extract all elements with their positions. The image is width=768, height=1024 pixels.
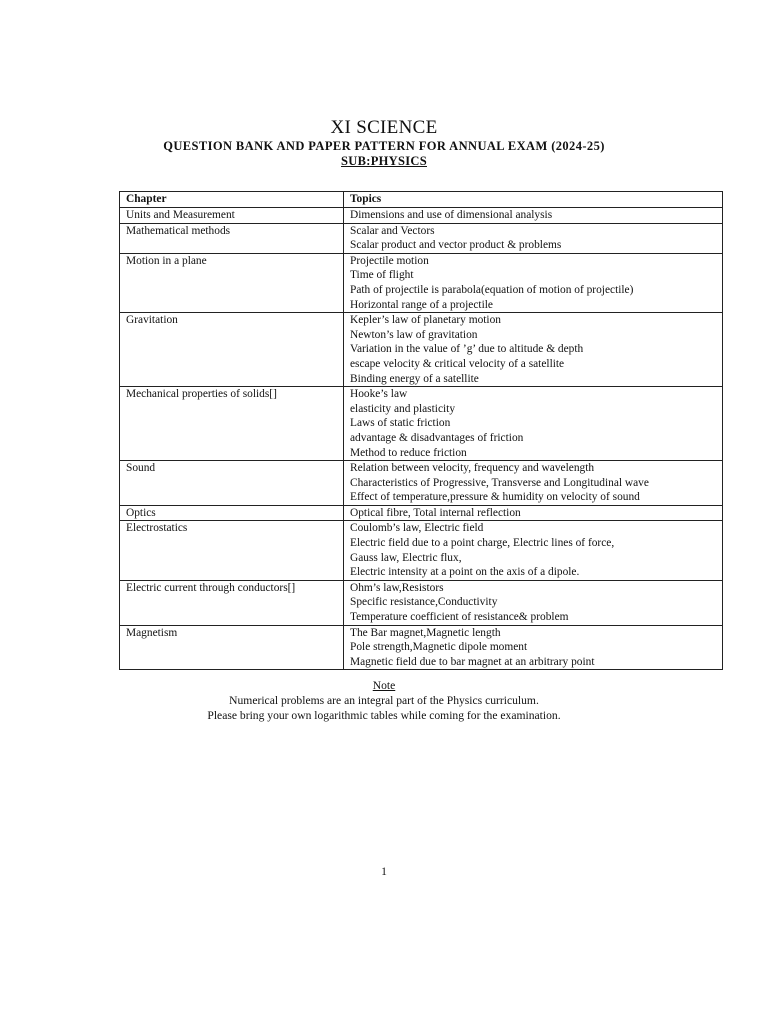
topic-item: Electric intensity at a point on the axis of a dipole. bbox=[350, 566, 580, 579]
topics-cell bbox=[344, 505, 723, 521]
chapter-cell: Gravitation bbox=[120, 313, 344, 387]
topics-cell bbox=[344, 521, 723, 580]
topic-item: Effect of temperature,pressure & humidity on velocity of sound bbox=[350, 491, 640, 504]
topic-item: Temperature coefficient of resistance& problem bbox=[350, 611, 569, 624]
chapter-cell: Electrostatics bbox=[120, 521, 344, 580]
topic-item: Electric field due to a point charge, Electric lines of force, bbox=[350, 537, 615, 550]
chapter-cell: Sound bbox=[120, 461, 344, 506]
chapter-cell: Units and Measurement bbox=[120, 208, 344, 224]
column-header-chapter: Chapter bbox=[120, 192, 344, 208]
topic-item: Relation between velocity, frequency and wavelength bbox=[350, 462, 595, 475]
topic-item: Specific resistance,Conductivity bbox=[350, 596, 498, 609]
page-number: 1 bbox=[381, 865, 387, 878]
topic-item: Scalar and Vectors bbox=[350, 224, 435, 237]
topic-item: Gauss law, Electric flux, bbox=[350, 551, 462, 564]
topic-item: Scalar product and vector product & problems bbox=[350, 239, 562, 252]
table-body bbox=[120, 208, 723, 670]
topic-item: Laws of static friction bbox=[350, 417, 451, 430]
topic-item: Optical fibre, Total internal reflection bbox=[350, 506, 521, 519]
note-line: Numerical problems are an integral part of the Physics curriculum. bbox=[229, 694, 539, 707]
topic-item: Path of projectile is parabola(equation of motion of projectile) bbox=[350, 283, 634, 296]
chapter-cell: Magnetism bbox=[120, 625, 344, 670]
topics-cell bbox=[344, 208, 723, 224]
note-line: Please bring your own logarithmic tables while coming for the examination. bbox=[207, 709, 561, 722]
subject-heading: SUB:PHYSICS bbox=[341, 154, 427, 168]
table-row bbox=[120, 223, 723, 253]
page-subtitle: QUESTION BANK AND PAPER PATTERN FOR ANNUAL EXAM (2024-25) bbox=[163, 139, 605, 153]
table-row bbox=[120, 313, 723, 387]
topic-item: Horizontal range of a projectile bbox=[350, 298, 493, 311]
topic-item: advantage & disadvantages of friction bbox=[350, 431, 524, 444]
topics-cell bbox=[344, 580, 723, 625]
topics-cell bbox=[344, 625, 723, 670]
topic-item: Coulomb’s law, Electric field bbox=[350, 522, 484, 535]
topic-item: Projectile motion bbox=[350, 254, 429, 267]
topic-item: Binding energy of a satellite bbox=[350, 372, 479, 385]
topic-item: Newton’s law of gravitation bbox=[350, 328, 478, 341]
table-row bbox=[120, 625, 723, 670]
topic-item: Method to reduce friction bbox=[350, 446, 467, 459]
topic-item: escape velocity & critical velocity of a satellite bbox=[350, 357, 565, 370]
topic-item: The Bar magnet,Magnetic length bbox=[350, 626, 501, 639]
table-row bbox=[120, 208, 723, 224]
topic-item: Ohm’s law,Resistors bbox=[350, 581, 444, 594]
column-header-topics: Topics bbox=[344, 192, 723, 208]
topic-item: Characteristics of Progressive, Transverse and Longitudinal wave bbox=[350, 476, 649, 489]
table-row bbox=[120, 505, 723, 521]
table-row bbox=[120, 580, 723, 625]
topic-item: Variation in the value of ’g’ due to altitude & depth bbox=[350, 343, 584, 356]
topic-item: Magnetic field due to bar magnet at an arbitrary point bbox=[350, 655, 595, 668]
topics-cell bbox=[344, 223, 723, 253]
topics-cell bbox=[344, 461, 723, 506]
chapter-cell: Motion in a plane bbox=[120, 253, 344, 312]
table-row bbox=[120, 461, 723, 506]
topics-cell bbox=[344, 253, 723, 312]
chapter-cell: Electric current through conductors[] bbox=[120, 580, 344, 625]
note-heading: Note bbox=[372, 679, 396, 692]
table-row bbox=[120, 253, 723, 312]
topic-item: Time of flight bbox=[350, 269, 414, 282]
topic-item: Hooke’s law bbox=[350, 388, 408, 401]
topic-item: Pole strength,Magnetic dipole moment bbox=[350, 641, 528, 654]
table-row bbox=[120, 521, 723, 580]
chapter-cell: Mechanical properties of solids[] bbox=[120, 387, 344, 461]
topic-item: elasticity and plasticity bbox=[350, 402, 456, 415]
chapter-cell: Mathematical methods bbox=[120, 223, 344, 253]
topics-cell bbox=[344, 387, 723, 461]
topic-item: Kepler’s law of planetary motion bbox=[350, 314, 501, 327]
topic-item: Dimensions and use of dimensional analysis bbox=[350, 209, 553, 221]
page-title: XI SCIENCE bbox=[330, 117, 438, 138]
table-header-row bbox=[120, 192, 723, 208]
table-row bbox=[120, 387, 723, 461]
topics-cell bbox=[344, 313, 723, 387]
chapter-cell: Optics bbox=[120, 505, 344, 521]
syllabus-table bbox=[119, 191, 723, 670]
